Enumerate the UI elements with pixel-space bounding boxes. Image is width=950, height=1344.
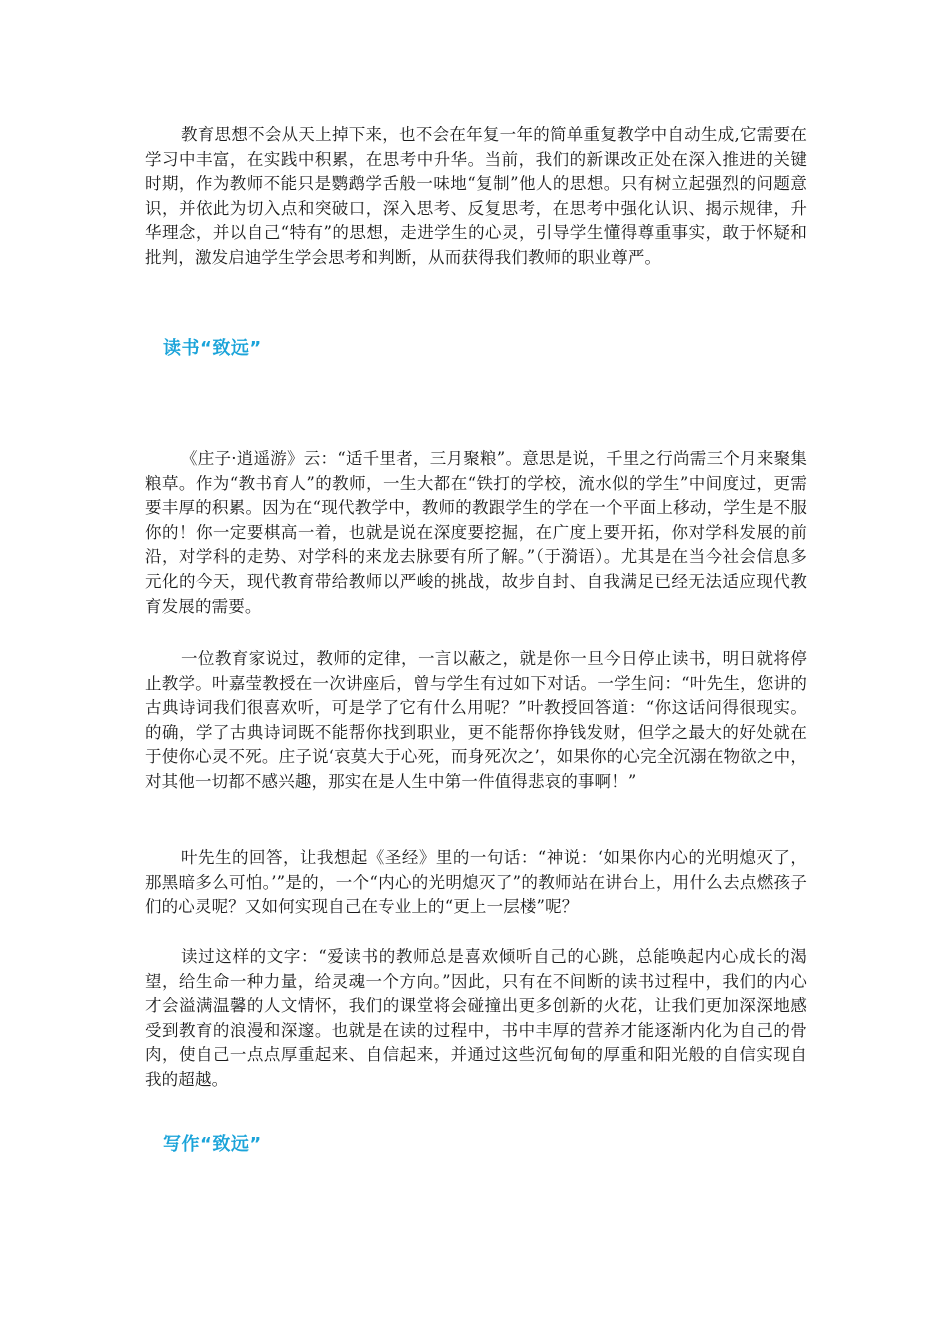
paragraph-ye-jiaying: 一位教育家说过，教师的定律，一言以蔽之，就是你一旦今日停止读书，明日就将停止教学。叶嘉莹教授在一次讲座后，曾与学生有过如下对话。一学生问：“叶先生，您讲的古典诗词我们很喜欢听，可是学了它有什么用呢？”叶教授回答道：“你这话问得很现实。的确，学了古典诗词既不能帮你找到职业，更不能帮你挣钱发财，但学之最大的好处就在于使你心灵不死。庄子说‘哀莫大于心死，而身死次之’，如果你的心完全沉溺在物欲之中，对其他一切都不感兴趣，那实在是人生中第一件值得悲哀的事啊！” <box>145 649 807 791</box>
paragraph-reading-teacher: 读过这样的文字：“爱读书的教师总是喜欢倾听自己的心跳，总能唤起内心成长的渴望，给生命一种力量，给灵魂一个方向。”因此，只有在不间断的读书过程中，我们的内心才会溢满温馨的人文情怀，我们的课堂将会碰撞出更多创新的火花，让我们更加深深地感受到教育的浪漫和深邃。也就是在读的过程中，书中丰厚的营养才能逐渐内化为自己的骨肉，使自己一点点厚重起来、自信起来，并通过这些沉甸甸的厚重和阳光般的自信实现自我的超越。 <box>145 947 807 1089</box>
section-heading-reading: 读书“致远” <box>163 338 262 359</box>
paragraph-zhuangzi: 《庄子·逍遥游》云：“适千里者，三月聚粮”。意思是说，千里之行尚需三个月来聚集粮草。作为“教书育人”的教师，一生大都在“铁打的学校，流水似的学生”中间度过，更需要丰厚的积累。因为在“现代教学中，教师的教跟学生的学在一个平面上移动，学生是不服你的！你一定要棋高一着，也就是说在深度要挖掘，在广度上要开拓，你对学科发展的前沿，对学科的走势、对学科的来龙去脉要有所了解。”（于漪语）。尤其是在当今社会信息多元化的今天，现代教育带给教师以严峻的挑战，故步自封、自我满足已经无法适应现代教育发展的需要。 <box>145 449 807 616</box>
section-heading-writing: 写作“致远” <box>163 1134 262 1155</box>
paragraph-bible-quote: 叶先生的回答，让我想起《圣经》里的一句话：“神说：‘如果你内心的光明熄灭了，那黑暗多么可怕。’”是的，一个“内心的光明熄灭了”的教师站在讲台上，用什么去点燃孩子们的心灵呢？又如何实现自己在专业上的“更上一层楼”呢？ <box>145 848 807 917</box>
paragraph-educational-thought: 教育思想不会从天上掉下来，也不会在年复一年的简单重复教学中自动生成,它需要在学习中丰富，在实践中积累，在思考中升华。当前，我们的新课改正处在深入推进的关键时期，作为教师不能只是鹦鹉学舌般一味地“复制”他人的思想。只有树立起强烈的问题意识，并依此为切入点和突破口，深入思考、反复思考，在思考中强化认识、揭示规律，升华理念，并以自己“特有”的思想，走进学生的心灵，引导学生懂得尊重事实，敢于怀疑和批判，激发启迪学生学会思考和判断，从而获得我们教师的职业尊严。 <box>145 125 807 267</box>
